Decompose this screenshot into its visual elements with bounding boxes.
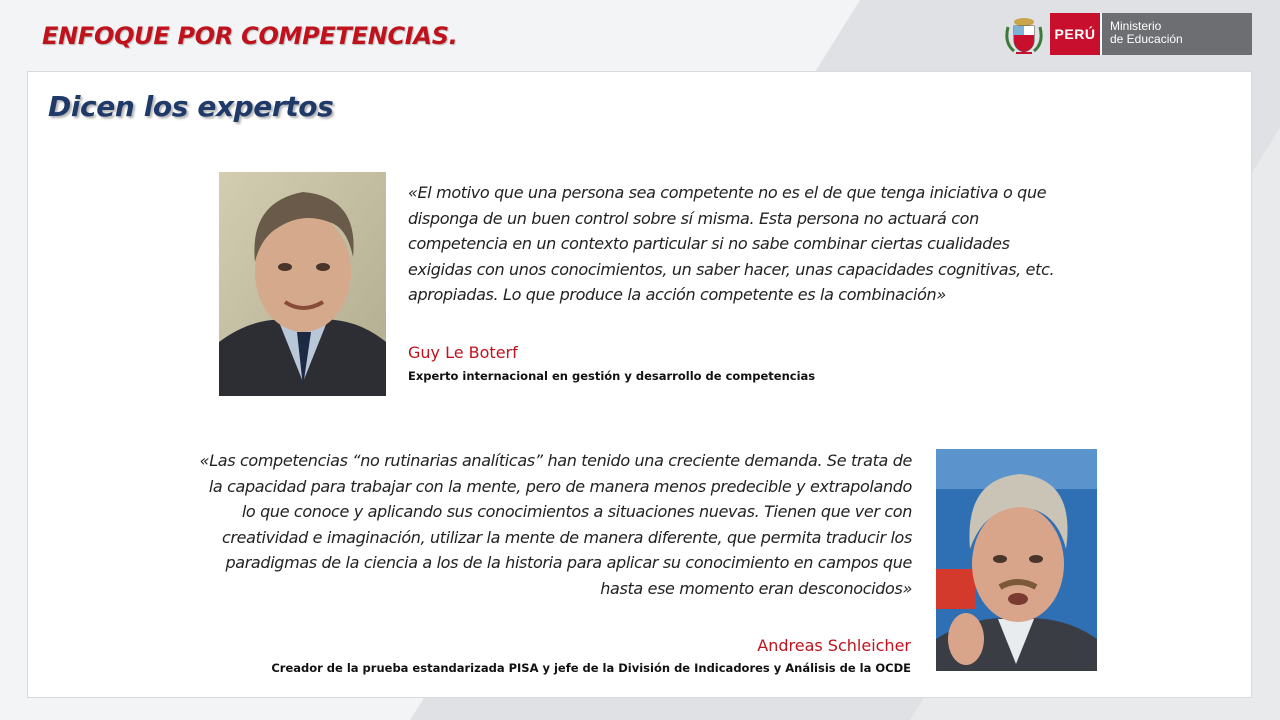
ministry-name: [1100, 13, 1252, 55]
section-title: Dicen los expertos: [48, 90, 334, 123]
ministry-line2: de Educación: [1110, 32, 1183, 46]
expert-name: Andreas Schleicher: [757, 636, 911, 655]
expert-quote: «Las competencias “no rutinarias analíticas” han tenido una creciente demanda. Se trata de la capacidad para trabajar con la mente, pero de manera menos predecible y extrapolando lo que conoce y aplicando sus conocimientos a situaciones nuevas. Tienen que ver con creatividad e imaginación, utilizar la mente de manera diferente, que permita traducir los paradigmas de la ciencia a los de la historia para aplicar su conocimiento en campos que hasta ese momento eran desconocidos»: [199, 451, 912, 598]
expert-name: Guy Le Boterf: [408, 343, 518, 362]
ministry-logo: [1004, 13, 1252, 55]
ministry-line1: Ministerio: [1110, 19, 1162, 33]
peru-label: PERÚ: [1050, 13, 1100, 55]
slide-header-title: ENFOQUE POR COMPETENCIAS.: [42, 22, 458, 50]
expert-photo-guy-le-boterf: [219, 172, 386, 396]
expert-photo-andreas-schleicher: [936, 449, 1097, 671]
peru-crest-icon: [1004, 13, 1044, 55]
expert-quote: «El motivo que una persona sea competente no es el de que tenga iniciativa o que disponga de un buen control sobre sí misma. Esta persona no actuará con competencia en un contexto particular si no sabe combinar ciertas cualidades exigidas con unos conocimientos, un saber hacer, unas capacidades cognitivas, etc. apropiadas. Lo que produce la acción competente es la combinación»: [408, 183, 1055, 304]
expert-role: Creador de la prueba estandarizada PISA y jefe de la División de Indicadores y Análisis de la OCDE: [271, 661, 911, 675]
expert-role: Experto internacional en gestión y desarrollo de competencias: [408, 369, 816, 383]
